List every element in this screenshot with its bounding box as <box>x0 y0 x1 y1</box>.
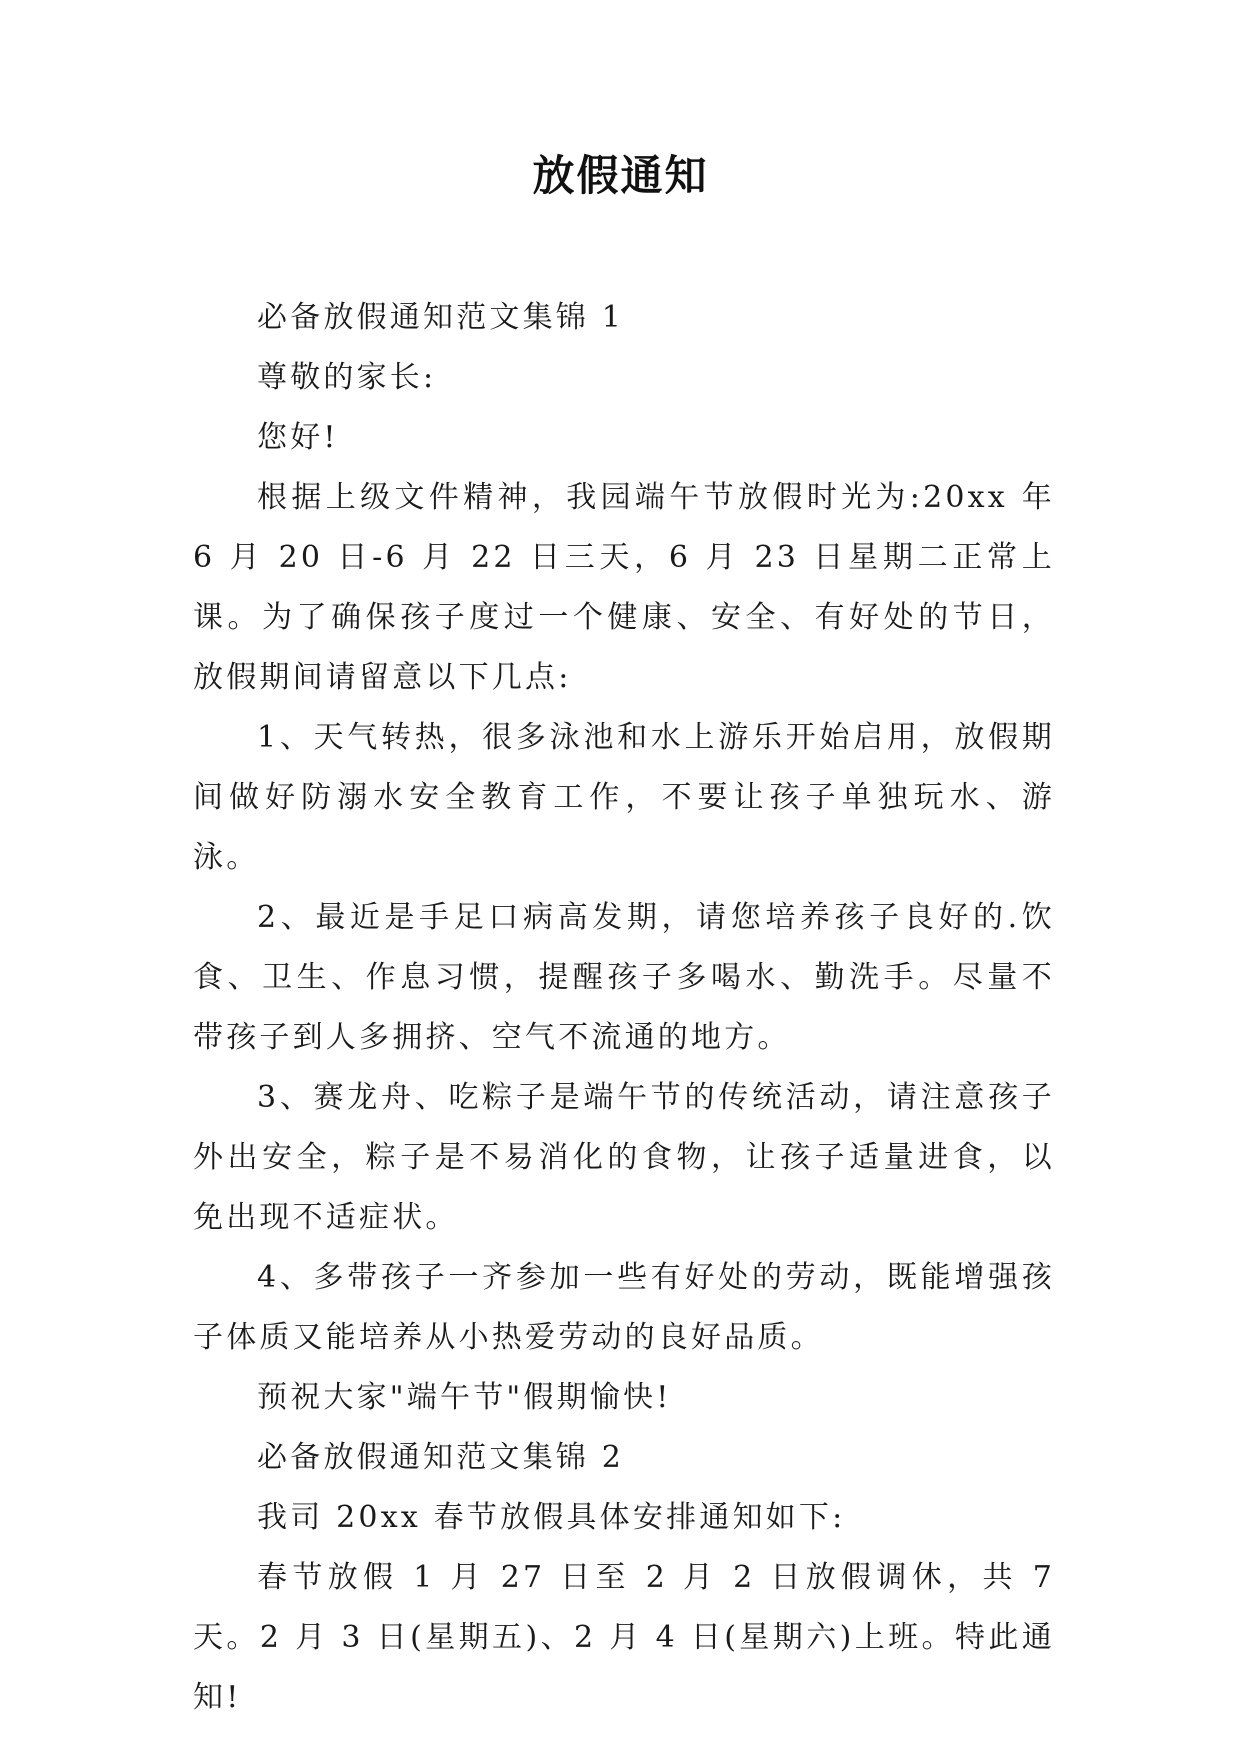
paragraph-item-4: 4、多带孩子一齐参加一些有好处的劳动，既能增强孩子体质又能培养从小热爱劳动的良好品质。 <box>193 1260 1055 1355</box>
paragraph-salutation: 尊敬的家长: <box>257 360 437 395</box>
paragraph-company-notice: 我司 20xx 春节放假具体安排通知如下: <box>257 1500 846 1535</box>
paragraph-heading-1: 必备放假通知范文集锦 1 <box>257 300 625 335</box>
paragraph-item-2: 2、最近是手足口病高发期，请您培养孩子良好的.饮食、卫生、作息习惯，提醒孩子多喝水、勤洗手。尽量不带孩子到人多拥挤、空气不流通的地方。 <box>193 900 1055 1055</box>
paragraph-item-3: 3、赛龙舟、吃粽子是端午节的传统活动，请注意孩子外出安全，粽子是不易消化的食物，让孩子适量进食，以免出现不适症状。 <box>193 1080 1055 1235</box>
paragraph-wishes: 预祝大家"端午节"假期愉快! <box>257 1380 672 1415</box>
document-body <box>193 288 1055 1728</box>
document-title: 放假通知 <box>532 151 709 200</box>
paragraph-intro: 根据上级文件精神，我园端午节放假时光为:20xx 年 6 月 20 日-6 月 22 日三天，6 月 23 日星期二正常上课。为了确保孩子度过一个健康、安全、有好处的节日，放假期间请留意以下几点: <box>193 480 1055 695</box>
paragraph-greeting: 您好! <box>257 420 339 455</box>
paragraph-heading-2: 必备放假通知范文集锦 2 <box>257 1440 625 1475</box>
paragraph-schedule: 春节放假 1 月 27 日至 2 月 2 日放假调休，共 7 天。2 月 3 日(星期五)、2 月 4 日(星期六)上班。特此通知! <box>193 1560 1055 1715</box>
paragraph-item-1: 1、天气转热，很多泳池和水上游乐开始启用，放假期间做好防溺水安全教育工作，不要让孩子单独玩水、游泳。 <box>193 720 1055 875</box>
